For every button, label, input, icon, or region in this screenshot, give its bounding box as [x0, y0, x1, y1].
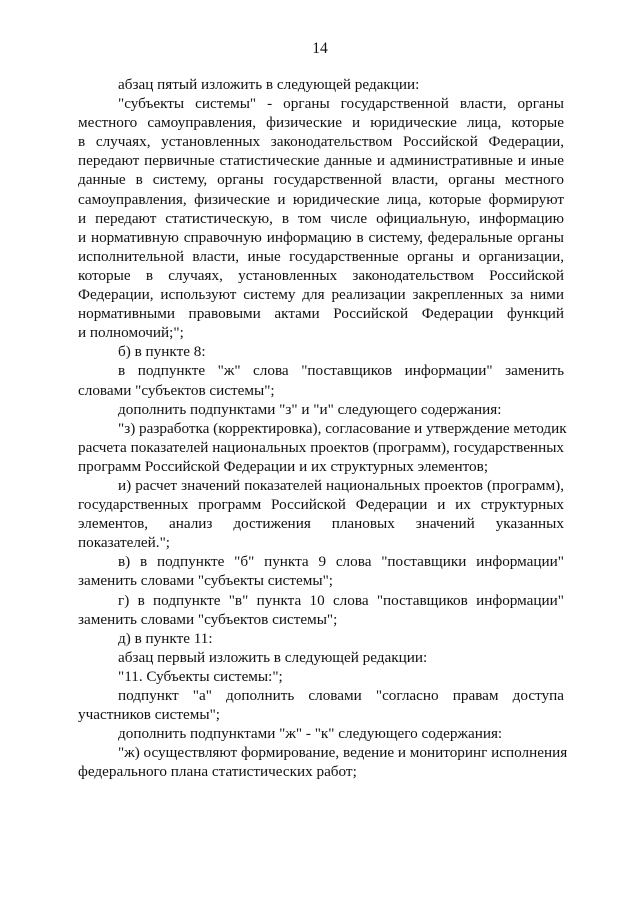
text-line: заменить словами "субъектов системы"; — [78, 610, 338, 628]
text-line: Федерации, используют систему для реализации закрепленных за ними — [78, 286, 564, 304]
text-line: и полномочий;"; — [78, 324, 184, 342]
text-line: дополнить подпунктами "з" и "и" следующего содержания: — [118, 400, 502, 418]
text-line: абзац пятый изложить в следующей редакции: — [118, 76, 420, 93]
text-line: д) в пункте 11: — [118, 629, 213, 647]
text-line: и) расчет значений показателей национальных проектов (программ), — [118, 476, 564, 494]
text-line: элементов, анализ достижения плановых значений указанных — [78, 515, 564, 533]
text-line: которые в случаях, установленных законодательством Российской — [78, 266, 564, 284]
text-line: "з) разработка (корректировка), согласование и утверждение методик — [118, 419, 567, 437]
text-line: самоуправления, физические и юридические лица, которые формируют — [78, 190, 564, 208]
text-line: федерального плана статистических работ; — [78, 763, 357, 781]
text-line: местного самоуправления, физические и юридические лица, которые — [78, 114, 564, 132]
text-line: показателей."; — [78, 534, 170, 552]
text-line: в) в подпункте "б" пункта 9 слова "поставщики информации" — [118, 553, 564, 571]
text-line: участников системы"; — [78, 706, 220, 724]
text-line: г) в подпункте "в" пункта 10 слова "поставщиков информации" — [118, 591, 564, 609]
text-line: программ Российской Федерации и их структурных элементов; — [78, 457, 489, 475]
text-line: абзац первый изложить в следующей редакции: — [118, 648, 428, 666]
text-line: нормативными правовыми актами Российской Федерации функций — [78, 305, 564, 323]
text-line: "ж) осуществляют формирование, ведение и мониторинг исполнения — [118, 744, 568, 762]
page-number: 14 — [312, 40, 328, 57]
text-line: исполнительной власти, иные государственные органы и организации, — [78, 247, 564, 265]
text-line: передают первичные статистические данные и административные и иные — [78, 152, 564, 170]
text-line: "11. Субъекты системы:"; — [118, 667, 283, 685]
text-line: государственных программ Российской Федерации и их структурных — [78, 496, 564, 514]
text-line: "субъекты системы" - органы государственной власти, органы — [118, 95, 564, 113]
text-line: б) в пункте 8: — [118, 343, 206, 361]
text-line: данные в систему, органы государственной власти, органы местного — [78, 171, 564, 189]
document-body — [78, 75, 568, 781]
text-line: в подпункте "ж" слова "поставщиков информации" заменить — [118, 362, 564, 380]
text-line: в случаях, установленных законодательством Российской Федерации, — [78, 133, 564, 151]
text-line: и нормативную справочную информацию в систему, федеральные органы — [78, 228, 564, 246]
text-line: расчета показателей национальных проектов (программ), государственных — [78, 438, 564, 456]
text-line: заменить словами "субъекты системы"; — [78, 572, 333, 590]
text-line: подпункт "а" дополнить словами "согласно правам доступа — [118, 687, 564, 704]
text-line: дополнить подпунктами "ж" - "к" следующего содержания: — [118, 725, 503, 743]
text-line: и передают статистическую, в том числе официальную, информацию — [78, 209, 564, 227]
text-line: словами "субъектов системы"; — [78, 381, 275, 399]
